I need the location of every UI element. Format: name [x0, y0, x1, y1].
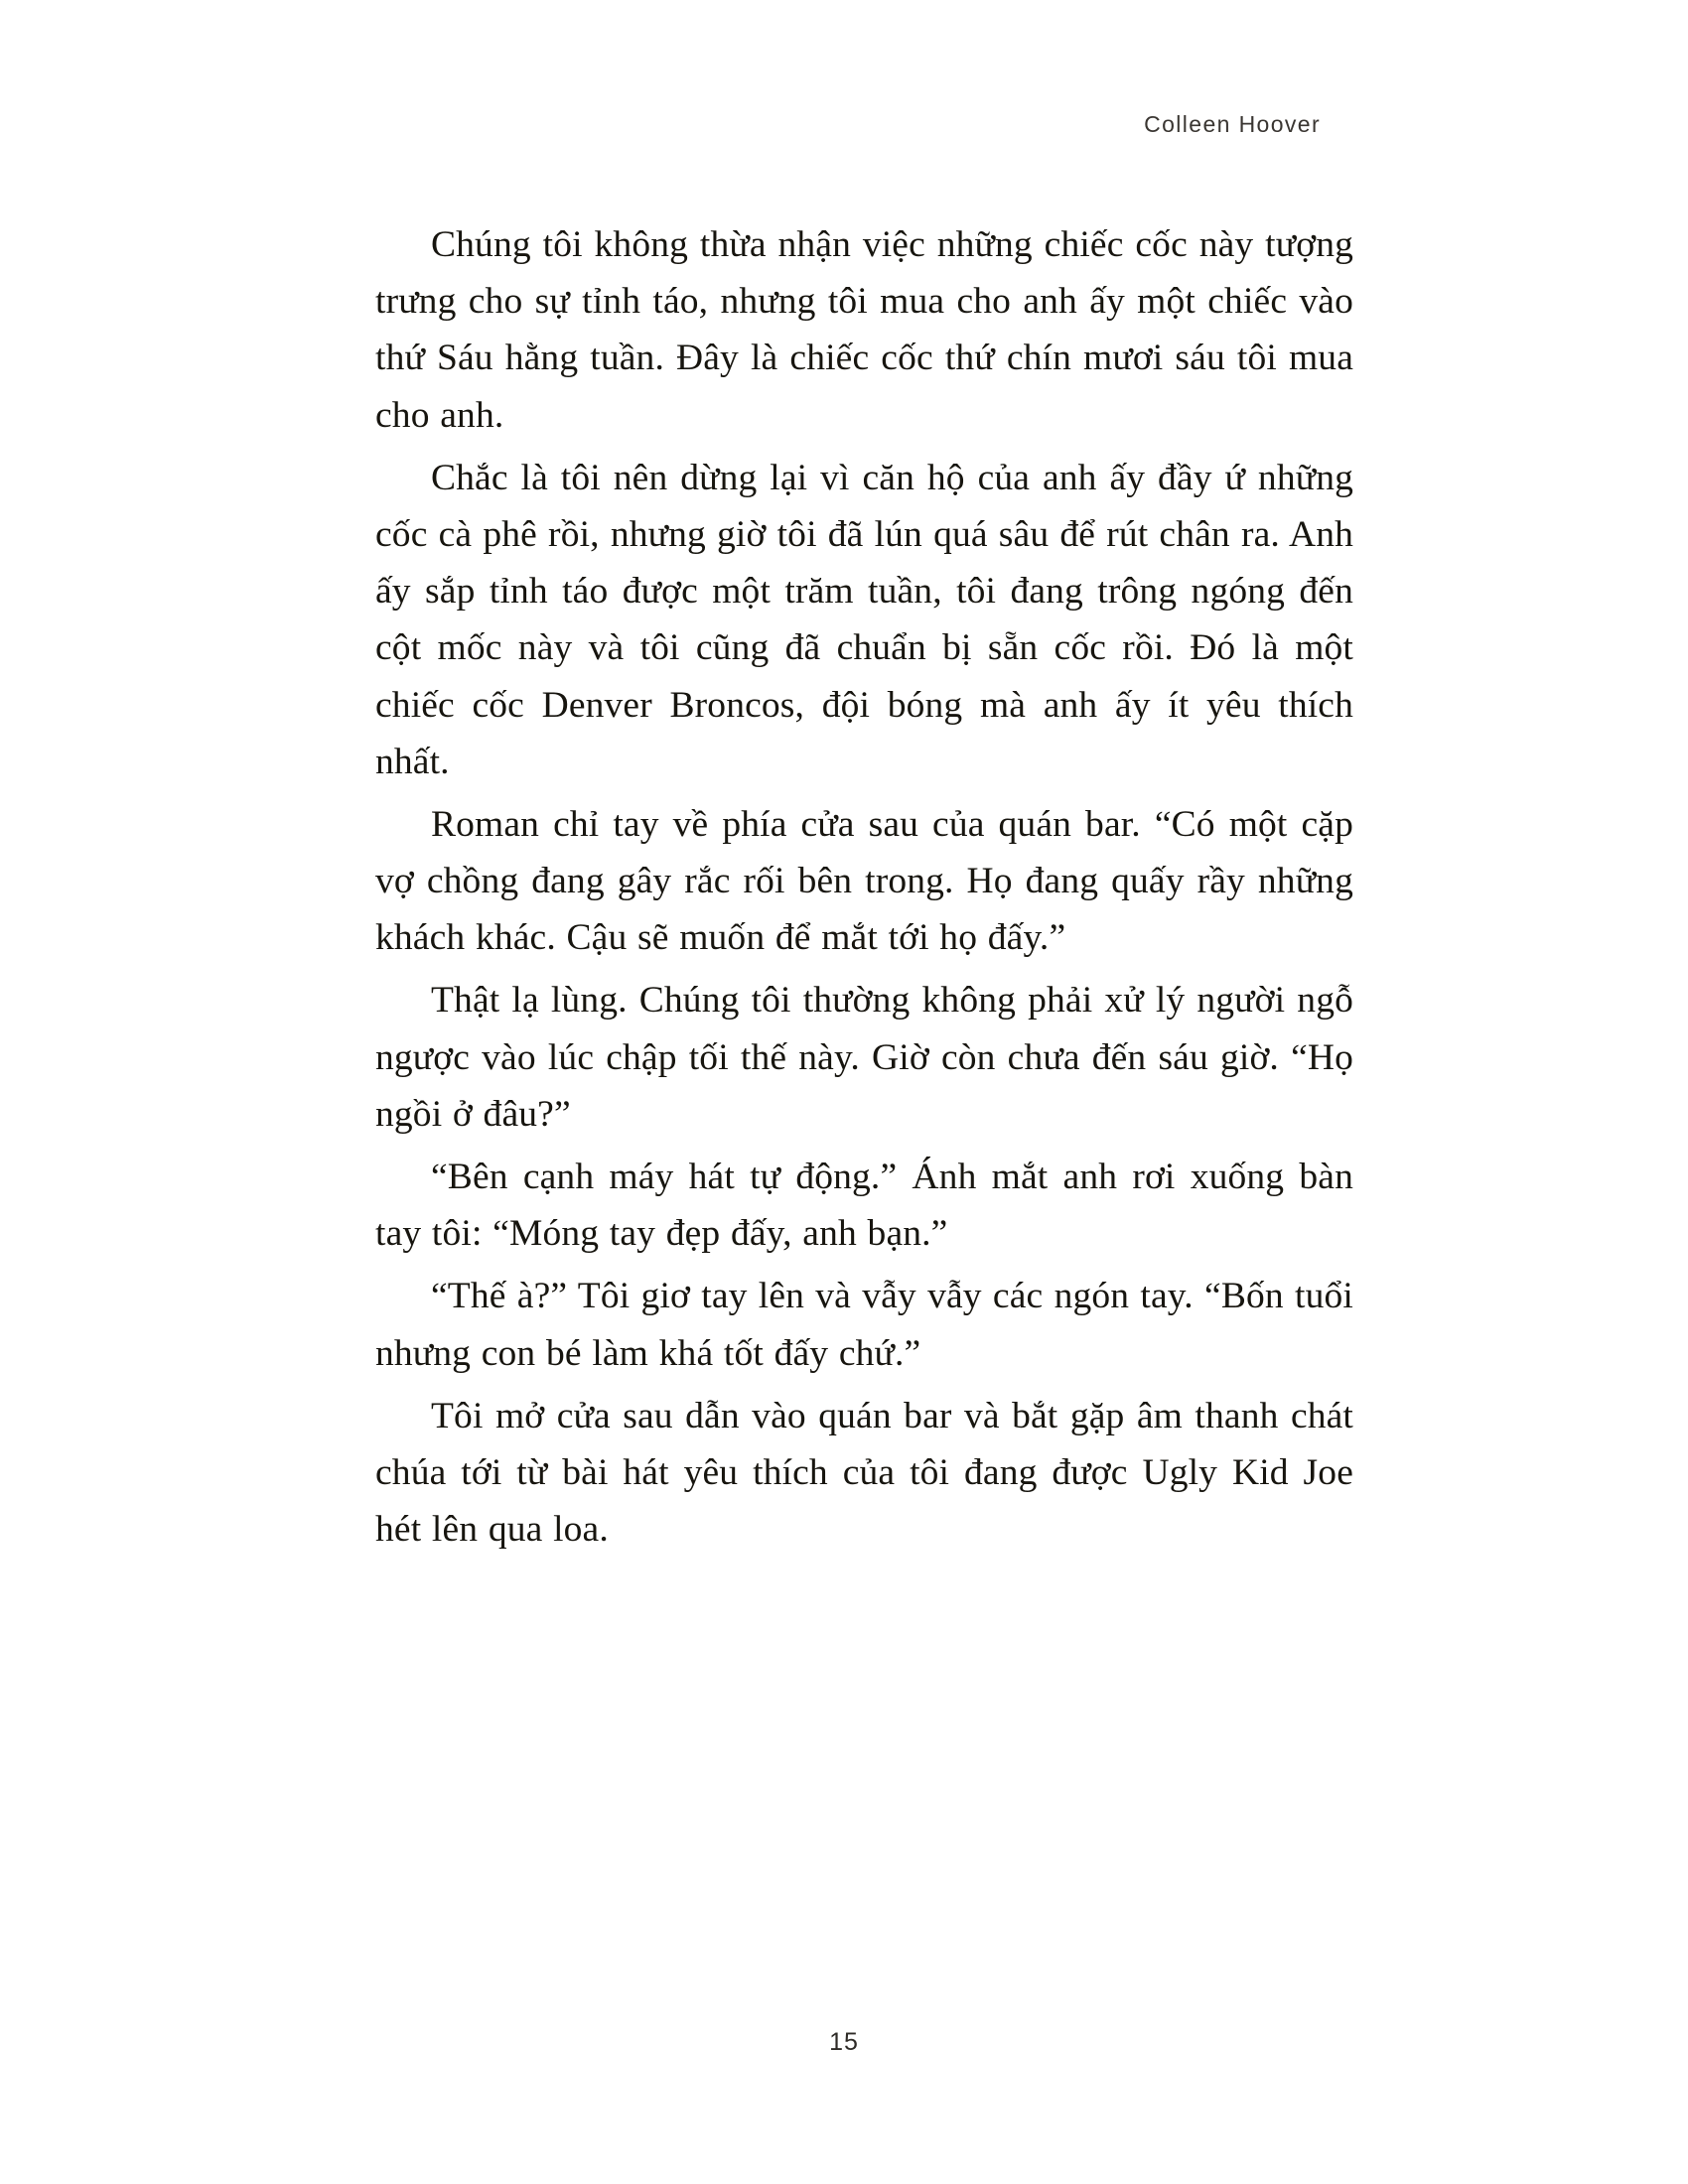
paragraph: Tôi mở cửa sau dẫn vào quán bar và bắt gặp âm thanh chát chúa tới từ bài hát yêu thích của tôi đang được Ugly Kid Joe hét lên qua loa. [375, 1395, 1353, 1551]
paragraph: “Thế à?” Tôi giơ tay lên và vẫy vẫy các ngón tay. “Bốn tuổi nhưng con bé làm khá tốt đấy chứ.” [375, 1276, 1353, 1374]
paragraph: Chắc là tôi nên dừng lại vì căn hộ của anh ấy đầy ứ những cốc cà phê rồi, nhưng giờ tôi đã lún quá sâu để rút chân ra. Anh ấy sắp tỉnh táo được một trăm tuần, tôi đang trông ngóng đến cột mốc này và tôi cũng đã chuẩn bị sẵn cốc rồi. Đó là một chiếc cốc Denver Broncos, đội bóng mà anh ấy ít yêu thích nhất. [375, 457, 1353, 782]
paragraph: Chúng tôi không thừa nhận việc những chiếc cốc này tượng trưng cho sự tỉnh táo, nhưng tôi mua cho anh ấy một chiếc vào thứ Sáu hằng tuần. Đây là chiếc cốc thứ chín mươi sáu tôi mua cho anh. [375, 224, 1353, 436]
paragraph: Roman chỉ tay về phía cửa sau của quán bar. “Có một cặp vợ chồng đang gây rắc rối bên trong. Họ đang quấy rầy những khách khác. Cậu sẽ muốn để mắt tới họ đấy.” [375, 803, 1353, 959]
body-text [375, 216, 1353, 1564]
running-head: Colleen Hoover [1144, 111, 1321, 137]
paragraph: Thật lạ lùng. Chúng tôi thường không phải xử lý người ngỗ ngược vào lúc chập tối thế này. Giờ còn chưa đến sáu giờ. “Họ ngồi ở đâu?” [375, 980, 1353, 1135]
paragraph: “Bên cạnh máy hát tự động.” Ánh mắt anh rơi xuống bàn tay tôi: “Móng tay đẹp đấy, anh bạn.” [375, 1157, 1353, 1255]
page-number: 15 [829, 2028, 859, 2056]
